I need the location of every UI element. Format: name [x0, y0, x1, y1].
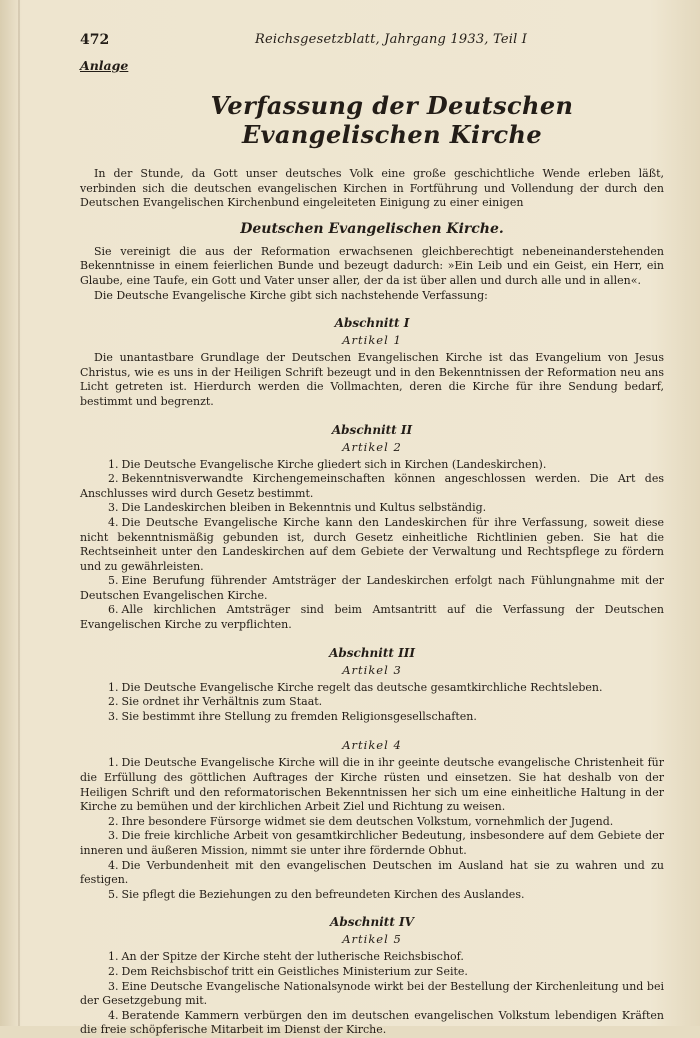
paragraph-number: 4.	[108, 515, 119, 529]
article-paragraph	[80, 501, 664, 516]
preamble-union: Sie vereinigt die aus der Reformation erwachsenen gleichberechtigt nebeneinanderstehenden Bekenntnisse in einem feierlichen Bunde und bezeugt dadurch: »Ein Leib und ein Geist, ein Herr, ein Glaube, eine Taufe, ein Gott und Vater unser aller, der da ist über allen und durch alle und in allen«.	[80, 244, 664, 287]
paragraph-text: Die Deutsche Evangelische Kirche kann den Landeskirchen für ihre Verfassung, soweit diese nicht bekenntnismäßig gebunden ist, durch Gesetz einheitliche Richtlinien geben. Sie hat die Rechtseinheit unter den Landeskirchen auf dem Gebiete der Verwaltung und Rechtspflege zu fördern und zu gewährleisten.	[80, 515, 664, 573]
paragraph-number: 3.	[108, 501, 119, 515]
article-paragraph-list	[80, 950, 664, 1038]
paragraph-text: Beratende Kammern verbürgen den im deutschen evangelischen Volkstum lebendigen Kräften die freie schöpferische Mitarbeit im Dienst der Kirche.	[80, 1008, 664, 1037]
church-name-heading: Deutschen Evangelischen Kirche.	[240, 220, 504, 237]
paragraph-text: Ihre besondere Fürsorge widmet sie dem deutschen Volkstum, vornehmlich der Jugend.	[121, 814, 614, 828]
paragraph-number: 1.	[108, 756, 119, 770]
paragraph-number: 4.	[108, 1008, 119, 1022]
paragraph-number: 6.	[108, 603, 119, 617]
article-paragraph	[80, 888, 664, 903]
running-header	[80, 30, 664, 52]
section-heading: Abschnitt III	[329, 645, 415, 660]
paragraph-number: 2.	[108, 695, 119, 709]
article-paragraph	[80, 859, 664, 888]
paragraph-text: Die Verbundenheit mit den evangelischen Deutschen im Ausland hat sie zu wahren und zu festigen.	[80, 858, 664, 887]
paragraph-text: Die Deutsche Evangelische Kirche regelt das deutsche gesamtkirchliche Rechtsleben.	[121, 680, 603, 694]
article-paragraph: Die unantastbare Grundlage der Deutschen Evangelischen Kirche ist das Evangelium von Jesus Christus, wie es uns in der Heiligen Schrift bezeugt und in den Bekenntnissen der Reformation neu ans Licht getreten ist. Hierdurch werden die Vollmachten, deren die Kirche für ihre Sendung bedarf, bestimmt und begrenzt.	[80, 351, 664, 408]
paragraph-text: Dem Reichsbischof tritt ein Geistliches Ministerium zur Seite.	[121, 964, 468, 978]
paragraph-text: Eine Deutsche Evangelische Nationalsynode wirkt bei der Bestellung der Kirchenleitung und bei der Gesetzgebung mit.	[80, 979, 664, 1008]
article-paragraph	[80, 574, 664, 603]
article-paragraph	[80, 756, 664, 814]
article-paragraph	[80, 458, 664, 473]
paragraph-number: 1.	[108, 680, 119, 694]
paragraph-number: 3.	[108, 709, 119, 723]
article-heading: Artikel 5	[342, 932, 402, 947]
article-paragraph	[80, 815, 664, 830]
paragraph-number: 1.	[108, 950, 119, 964]
paragraph-text: Sie pflegt die Beziehungen zu den befreundeten Kirchen des Auslandes.	[121, 887, 525, 901]
paragraph-text: Die Deutsche Evangelische Kirche gliedert sich in Kirchen (Landeskirchen).	[121, 457, 547, 471]
paragraph-number: 3.	[108, 979, 119, 993]
article-paragraph	[80, 603, 664, 632]
article-paragraph	[80, 516, 664, 574]
article-heading: Artikel 2	[342, 439, 402, 454]
section-heading: Abschnitt II	[331, 422, 413, 437]
paragraph-number: 5.	[108, 887, 119, 901]
paragraph-text: Sie ordnet ihr Verhältnis zum Staat.	[121, 695, 323, 709]
paragraph-number: 1.	[108, 457, 119, 471]
article-paragraph-list	[80, 756, 664, 902]
article-paragraph	[80, 829, 664, 858]
annex-label: Anlage	[80, 58, 129, 73]
article-paragraph-list	[80, 458, 664, 633]
paragraph-text: Die Landeskirchen bleiben in Bekenntnis und Kultus selbständig.	[121, 501, 487, 515]
paragraph-text: Eine Berufung führender Amtsträger der Landeskirchen erfolgt nach Fühlungnahme mit der Deutschen Evangelischen Kirche.	[80, 574, 664, 602]
article-paragraph	[80, 472, 664, 501]
gazette-title: Reichsgesetzblatt, Jahrgang 1933, Teil I	[255, 32, 528, 47]
paragraph-number: 2.	[108, 814, 119, 828]
article-paragraph	[80, 710, 664, 725]
article-paragraph	[80, 681, 664, 696]
paragraph-text: Die Deutsche Evangelische Kirche will die in ihr geeinte deutsche evangelische Christenheit für die Erfüllung des göttlichen Auftrages der Kirche rüsten und einsetzen. Sie hat deshalb von der Heiligen Schrift und den reformatorischen Bekenntnissen her sich um eine einheitliche Haltung in der Kirche zu bemühen und der kirchlichen Arbeit Ziel und Richtung zu weisen.	[80, 756, 664, 814]
article-heading: Artikel 3	[342, 662, 402, 677]
article-heading: Artikel 1	[342, 333, 402, 348]
paragraph-number: 2.	[108, 964, 119, 978]
paragraph-text: Sie bestimmt ihre Stellung zu fremden Religionsgesellschaften.	[121, 709, 477, 723]
preamble-intro: In der Stunde, da Gott unser deutsches Volk eine große geschichtliche Wende erleben läßt, verbinden sich die deutschen evangelischen Kirchen in Fortführung und Vollendung der durch den Deutschen Evangelischen Kirchenbund eingeleiteten Einigung zu einer einigen	[80, 167, 664, 210]
article-paragraph-list	[80, 681, 664, 725]
article-paragraph	[80, 950, 664, 965]
article-paragraph	[80, 1009, 664, 1038]
paragraph-number: 3.	[108, 829, 119, 843]
article-paragraph	[80, 980, 664, 1009]
page-number: 472	[80, 32, 110, 48]
section-heading: Abschnitt IV	[330, 915, 414, 930]
paragraph-number: 2.	[108, 472, 119, 486]
section-heading: Abschnitt I	[334, 316, 410, 331]
paragraph-number: 4.	[108, 858, 119, 872]
paragraph-text: Die freie kirchliche Arbeit von gesamtkirchlicher Bedeutung, insbesondere auf dem Gebiete der inneren und äußeren Mission, nimmt sie unter ihre fördernde Obhut.	[80, 829, 664, 857]
preamble-closing: Die Deutsche Evangelische Kirche gibt sich nachstehende Verfassung:	[94, 288, 488, 302]
paragraph-number: 5.	[108, 574, 119, 588]
document-title: Verfassung der Deutschen Evangelischen Kirche	[210, 91, 574, 149]
paragraph-text: An der Spitze der Kirche steht der lutherische Reichsbischof.	[121, 950, 464, 964]
article-heading: Artikel 4	[342, 738, 402, 753]
paragraph-text: Bekenntnisverwandte Kirchengemeinschaften können angeschlossen werden. Die Art des Anschlusses wird durch Gesetz bestimmt.	[80, 472, 664, 500]
page-fold-shadow	[18, 0, 20, 1026]
article-paragraph	[80, 695, 664, 710]
paragraph-text: Alle kirchlichen Amtsträger sind beim Amtsantritt auf die Verfassung der Deutschen Evangelischen Kirche zu verpflichten.	[80, 603, 664, 632]
article-paragraph	[80, 965, 664, 980]
